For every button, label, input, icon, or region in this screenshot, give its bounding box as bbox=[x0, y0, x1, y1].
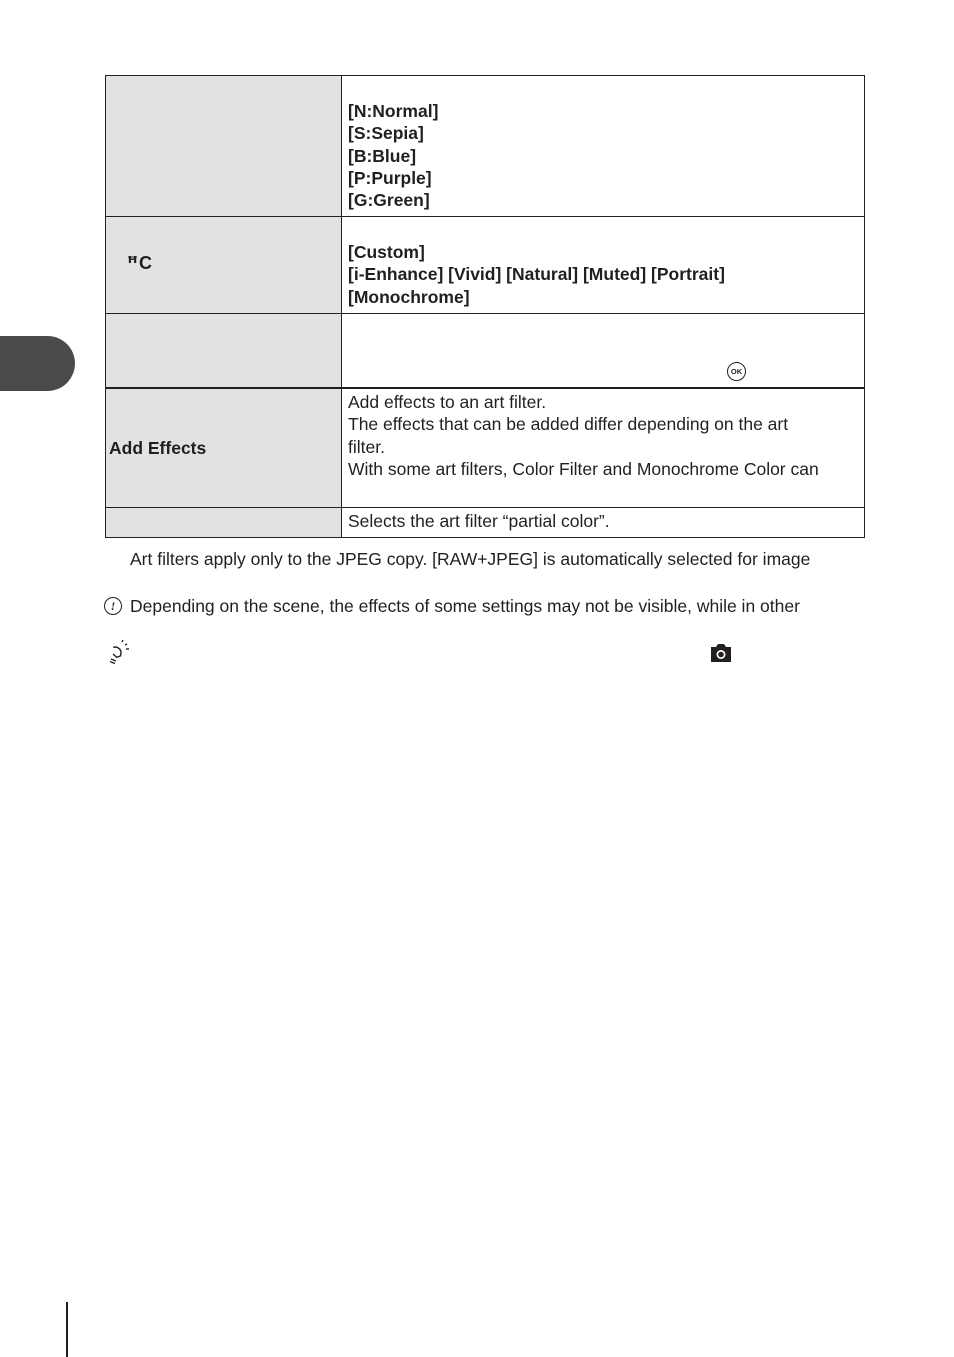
table-row bbox=[106, 388, 865, 508]
row-label-partial-color bbox=[106, 508, 342, 538]
row-label-picture-mode bbox=[106, 217, 342, 314]
desc-line: With some art filters, Color Filter and Monochrome Color can bbox=[348, 458, 819, 479]
option-monochrome: [Monochrome] bbox=[348, 286, 470, 307]
option-purple: [P:Purple] bbox=[348, 167, 432, 188]
desc-line: Selects the art filter “partial color”. bbox=[348, 511, 610, 531]
table-row bbox=[106, 314, 865, 389]
row-options-picture-mode bbox=[342, 217, 865, 314]
row-label-empty bbox=[106, 314, 342, 389]
row-label-add-effects bbox=[106, 388, 342, 508]
table-row bbox=[106, 217, 865, 314]
row-desc-ok bbox=[342, 314, 865, 389]
ok-button-icon: OK bbox=[727, 362, 746, 381]
row-options-monochrome-color bbox=[342, 76, 865, 217]
desc-line: filter. bbox=[348, 436, 385, 457]
table-row bbox=[106, 508, 865, 538]
desc-line: The effects that can be added differ depending on the art bbox=[348, 414, 789, 435]
row-label-monochrome-color bbox=[106, 76, 342, 217]
option-green: [G:Green] bbox=[348, 190, 430, 211]
camera-icon bbox=[709, 642, 733, 664]
option-custom: [Custom] bbox=[348, 242, 425, 262]
option-normal: [N:Normal] bbox=[348, 101, 439, 121]
caution-icon: ! bbox=[104, 597, 122, 615]
add-effects-label: Add Effects bbox=[109, 437, 207, 458]
note-jpeg: Art filters apply only to the JPEG copy. [RAW+JPEG] is automatically selected for image bbox=[130, 549, 811, 569]
option-sepia: [S:Sepia] bbox=[348, 123, 424, 144]
tip-bulb-icon bbox=[106, 640, 130, 664]
settings-table bbox=[105, 75, 865, 538]
row-desc-add-effects bbox=[342, 388, 865, 508]
desc-line: Add effects to an art filter. bbox=[348, 392, 547, 412]
table-row bbox=[106, 76, 865, 217]
chapter-tab bbox=[0, 336, 75, 391]
option-picture-modes: [i-Enhance] [Vivid] [Natural] [Muted] [Portrait] bbox=[348, 264, 725, 285]
page-margin-line bbox=[66, 1302, 68, 1357]
note-scene-effects: Depending on the scene, the effects of some settings may not be visible, while in other bbox=[130, 596, 800, 616]
picture-mode-custom-icon: ꟸC bbox=[127, 253, 154, 273]
row-desc-partial-color bbox=[342, 508, 865, 538]
option-blue: [B:Blue] bbox=[348, 145, 417, 166]
